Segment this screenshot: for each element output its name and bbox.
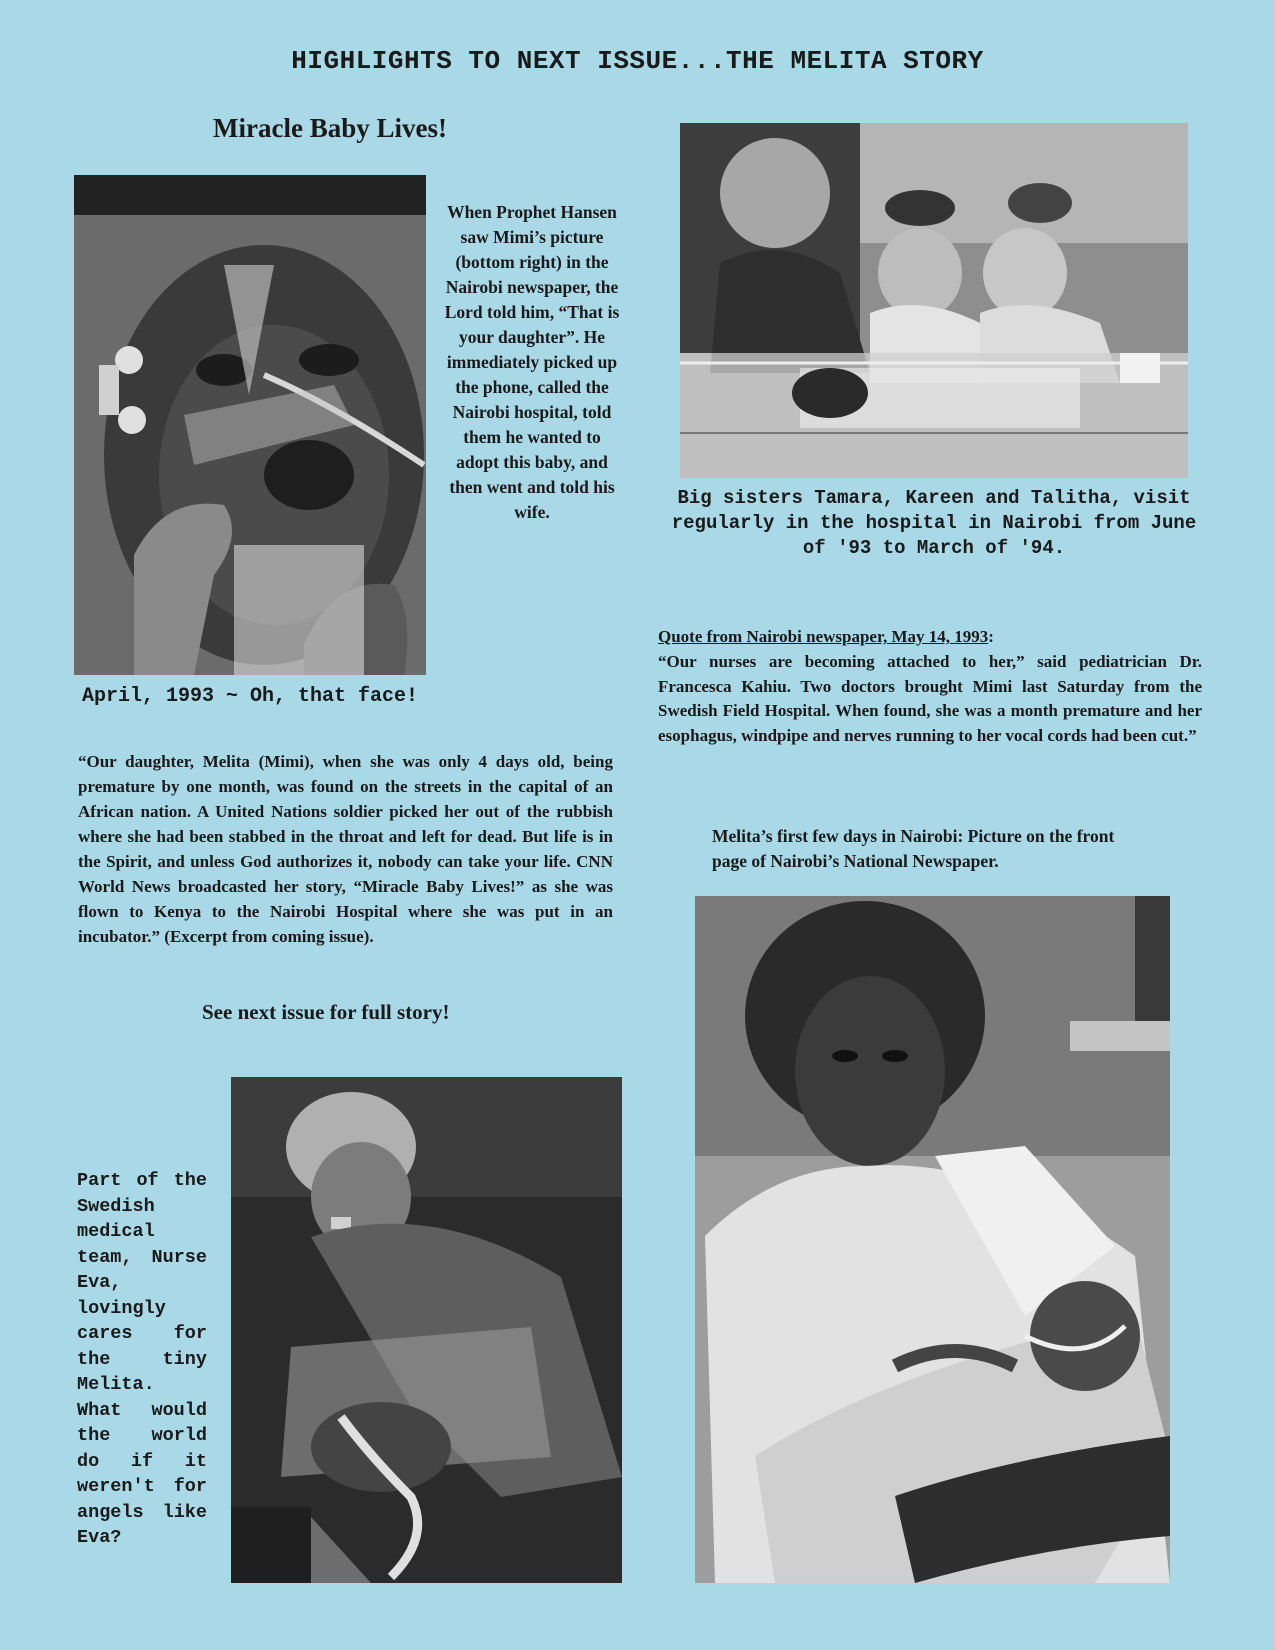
see-next-issue: See next issue for full story!	[202, 1000, 450, 1024]
story-excerpt: “Our daughter, Melita (Mimi), when she was only 4 days old, being premature by one month, was found on the streets in the capital of an African nation. A United Nations soldier picked her out of the rubbish where she had been stabbed in the throat and left for dead. But life is in the Spirit, and unless God authorizes it, nobody can take your life. CNN World News broadcasted her story, “Miracle Baby Lives!” as she was flown to Kenya to the Nairobi Hospital where she was put in an incubator.” (Excerpt from coming issue).	[78, 752, 613, 946]
intro-story-text: When Prophet Hansen saw Mimi’s picture (bottom right) in the Nairobi newspaper, the Lord told him, “That is your daughter”. He immediately picked up the phone, called the Nairobi hospital, told them he wanted to adopt this baby, and then went and told his wife.	[444, 202, 620, 522]
nurse-photo-caption: Part of the Swedish medical team, Nurse Eva, lovingly cares for the tiny Melita. What would the world do if it weren't for angels like Eva?	[77, 1170, 207, 1548]
subheading-miracle-baby: Miracle Baby Lives!	[213, 113, 447, 143]
photo-newspaper-melita	[695, 896, 1170, 1583]
newspaper-photo-caption: Melita’s first few days in Nairobi: Picture on the front page of Nairobi’s National Newspaper.	[712, 826, 1115, 871]
quote-heading-colon: :	[988, 627, 994, 646]
photo-nurse-eva	[231, 1077, 622, 1583]
page-headline: HIGHLIGHTS TO NEXT ISSUE...THE MELITA STORY	[291, 46, 984, 76]
quote-heading	[658, 625, 994, 649]
quote-heading-label: Quote from Nairobi newspaper, May 14, 1993	[658, 627, 989, 646]
photo-big-sisters	[680, 123, 1188, 478]
sisters-photo-caption: Big sisters Tamara, Kareen and Talitha, visit regularly in the hospital in Nairobi from June of '93 to March of '94.	[671, 487, 1197, 559]
photo-baby-face	[74, 175, 426, 675]
baby-photo-caption: April, 1993 ~ Oh, that face!	[82, 685, 419, 708]
quote-text: “Our nurses are becoming attached to her,” said pediatrician Dr. Francesca Kahiu. Two doctors brought Mimi last Saturday from the Swedish Field Hospital. When found, she was a month premature and her esophagus, windpipe and nerves running to her vocal cords had been cut.”	[658, 652, 1202, 745]
